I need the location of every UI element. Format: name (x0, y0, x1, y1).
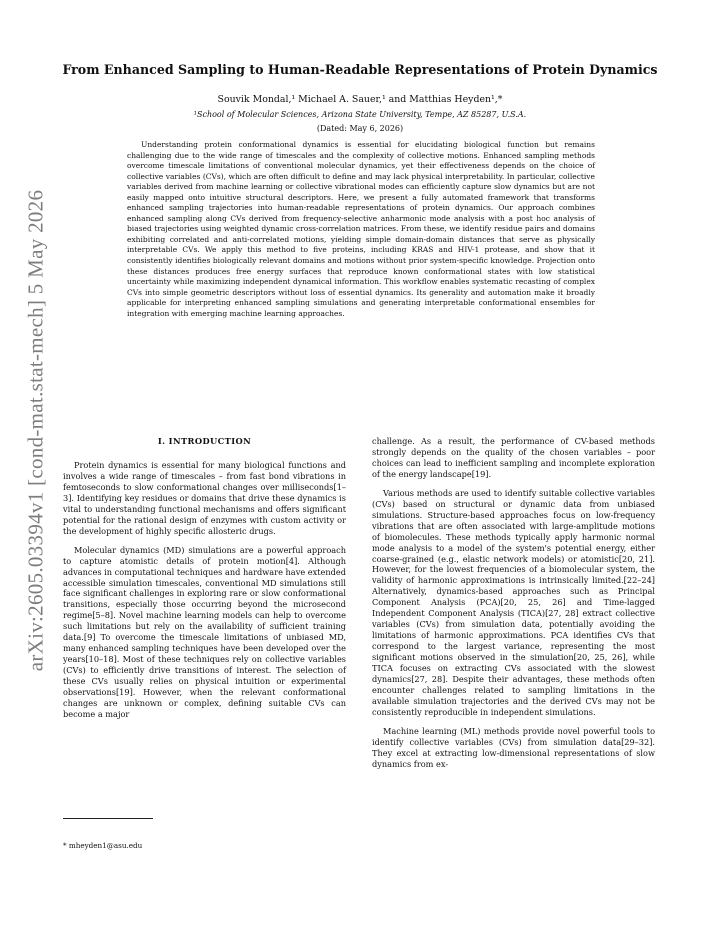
body-paragraph: Machine learning (ML) methods provide novel powerful tools to identify collective variables (CVs) from simulation data[29–32]. They excel at extracting low-dimensional representations of slow dynamics from ex- (372, 725, 655, 769)
body-paragraph: Molecular dynamics (MD) simulations are a powerful approach to capture atomistic details of protein motion[4]. Although advances in computational techniques and hardware have extended accessible simulation timescales, conventional MD simulations still face significant challenges in exploring rare or slow conformational transitions, especially those occurring beyond the microsecond regime[5–8]. Novel machine learning models can help to overcome such limitations but rely on the availability of sufficient training data.[9] To overcome the timescale limitations of unbiased MD, many enhanced sampling techniques have been developed over the years[10–18]. Most of these techniques rely on collective variables (CVs) to efficiently drive transitions of interest. The selection of these CVs usually relies on physical intuition or experimental observations[19]. However, when the relevant conformational changes are unknown or complex, defining suitable CVs can become a major (63, 544, 346, 719)
left-column (63, 436, 346, 728)
affiliation: ¹School of Molecular Sciences, Arizona State University, Tempe, AZ 85287, U.S.A. (193, 110, 527, 119)
footnote-email: * mheyden1@asu.edu (63, 841, 143, 850)
body-paragraph: Protein dynamics is essential for many biological functions and involves a wide range of timescales – from fast bond vibrations in femtoseconds to slow conformational changes over milliseconds[1–3]. Identifying key residues or domains that drive these dynamics is vital to understanding functional mechanisms and offers significant potential for the rational design of enzymes with custom activity or the development of highly specific allosteric drugs. (63, 460, 346, 536)
paper-title: From Enhanced Sampling to Human-Readable Representations of Protein Dynamics (62, 62, 658, 77)
dated-line: (Dated: May 6, 2026) (316, 124, 404, 133)
abstract: Understanding protein conformational dynamics is essential for elucidating biological function but remains challenging due to the wide range of timescales and the complexity of collective motions. Enhanced sampling methods overcome timescale limitations of conventional molecular dynamics, yet their effectiveness depends on the choice of collective variables (CVs), which are often difficult to define and may lack physical interpretability. In particular, collective variables derived from machine learning or collective vibrational modes can efficiently capture slow dynamics but are not easily mapped onto intuitive structural descriptors. Here, we present a fully automated framework that transforms enhanced sampling trajectories into human-readable representations of protein dynamics. Our approach combines enhanced sampling along CVs derived from frequency-selective anharmonic mode analysis with a post hoc analysis of biased trajectories using weighted dynamic cross-correlation matrices. From these, we identify residue pairs and domains exhibiting correlated and anti-correlated motions, yielding simple domain-domain distances that serve as physically interpretable CVs. We apply this method to five proteins, including KRAS and HIV-1 protease, and show that it consistently identifies biologically relevant domains and motions without prior system-specific knowledge. Projection onto these distances produces free energy surfaces that reproduce known conformational states with low statistical uncertainty while maximizing independent dynamical information. This workflow enables systematic recasting of complex CVs into simple geometric descriptors without loss of essential dynamics. Its generality and automation make it broadly applicable for interpreting enhanced sampling simulations and generating interpretable conformational ensembles for integration with emerging machine learning approaches. (127, 140, 595, 318)
arxiv-identifier: arXiv:2605.03394v1 [cond-mat.stat-mech] 5 May 2026 (23, 189, 48, 671)
body-paragraph: Various methods are used to identify suitable collective variables (CVs) based on structural or dynamic data from unbiased simulations. Structure-based approaches focus on low-frequency vibrations that are often associated with large-amplitude motions of biomolecules. These methods typically apply harmonic normal mode analysis to a model of the system's potential energy, either coarse-grained (e.g., elastic network models) or atomistic[20, 21]. However, for the lowest frequencies of a biomolecular system, the validity of harmonic approximations is intrinsically limited.[22–24] Alternatively, dynamics-based approaches such as Principal Component Analysis (PCA)[20, 25, 26] and Time-lagged Independent Component Analysis (TICA)[27, 28] extract collective variables (CVs) from simulation data, potentially avoiding the limitations of harmonic approximations. PCA identifies CVs that correspond to the largest variance, representing the most significant motions observed in the simulation[20, 25, 26], while TICA focuses on extracting CVs associated with the slowest dynamics[27, 28]. Despite their advantages, these methods often encounter challenges related to sampling limitations in the available simulation trajectories and the derived CVs may not be consistently reproducible in independent simulations. (372, 487, 655, 717)
body-paragraph: challenge. As a result, the performance of CV-based methods strongly depends on the quality of the chosen variables – poor choices can lead to inefficient sampling and incomplete exploration of the energy landscape[19]. (372, 436, 655, 479)
footnote-rule (63, 818, 153, 819)
arxiv-sidebar-stamp (14, 189, 58, 671)
right-column (372, 436, 655, 778)
author-list: Souvik Mondal,¹ Michael A. Sauer,¹ and Matthias Heyden¹,* (217, 94, 503, 105)
section-heading-introduction: I. INTRODUCTION (157, 436, 252, 446)
